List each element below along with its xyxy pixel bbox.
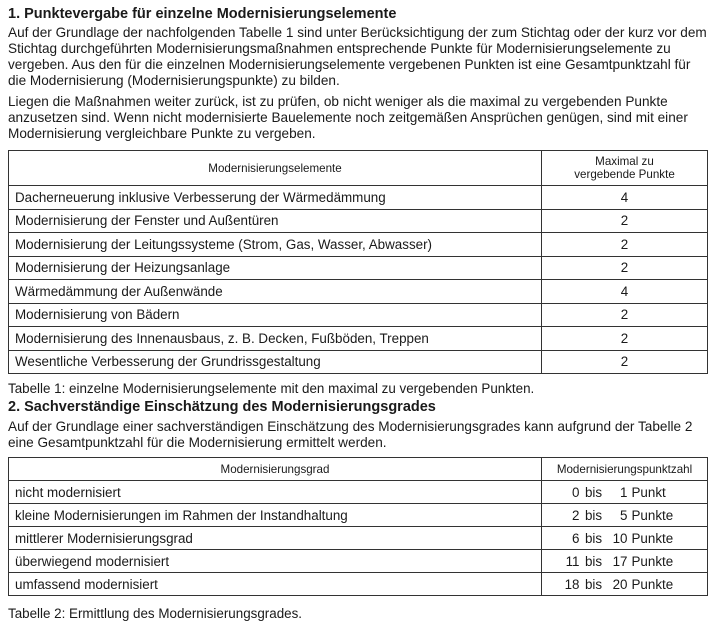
range-max: 10	[612, 530, 628, 546]
range-bis: bis	[584, 507, 603, 523]
range-bis: bis	[584, 576, 603, 592]
element-cell: Wesentliche Verbesserung der Grundrissgestaltung	[9, 350, 542, 374]
table-row	[9, 504, 708, 527]
table-row	[9, 573, 708, 596]
range-cell	[542, 573, 708, 596]
table2-caption: Tabelle 2: Ermittlung des Modernisierungsgrades.	[8, 606, 303, 621]
range-bis: bis	[584, 553, 603, 569]
table1-header-element: Modernisierungselemente	[9, 151, 542, 186]
table2-header-points: Modernisierungspunktzahl	[542, 458, 708, 481]
section2-heading: 2. Sachverständige Einschätzung des Modernisierungsgrades	[8, 399, 436, 415]
table1-caption: Tabelle 1: einzelne Modernisierungselemente mit den maximal zu vergebenden Punkten.	[8, 381, 535, 396]
table-row	[9, 233, 708, 257]
points-cell: 2	[542, 209, 708, 233]
range-max: 17	[612, 553, 628, 569]
table-row	[9, 280, 708, 304]
element-cell: Modernisierung der Heizungsanlage	[9, 256, 542, 280]
range-min: 11	[565, 553, 580, 569]
range-cell	[542, 550, 708, 573]
range-cell	[542, 481, 708, 504]
range-unit: Punkte	[631, 553, 674, 569]
points-cell: 2	[542, 350, 708, 374]
points-cell: 2	[542, 233, 708, 257]
table-row	[9, 256, 708, 280]
range-unit: Punkte	[631, 576, 674, 592]
table2-header-grade: Modernisierungsgrad	[9, 458, 542, 481]
points-cell: 4	[542, 186, 708, 210]
range-unit: Punkte	[631, 507, 674, 523]
range-min: 2	[572, 507, 580, 523]
section2-paragraph: Auf der Grundlage einer sachverständigen Einschätzung des Modernisierungsgrades kann aufgrund der Tabelle 2 eine Gesamtpunktzahl für die Modernisierung ermittelt werden.	[8, 419, 693, 450]
table1-header-points	[542, 151, 708, 186]
modernization-elements-table	[8, 150, 708, 374]
points-cell: 2	[542, 303, 708, 327]
range-max: 20	[612, 576, 628, 592]
table-row	[9, 327, 708, 351]
grade-cell: mittlerer Modernisierungsgrad	[9, 527, 542, 550]
table-row	[9, 550, 708, 573]
table1-header-points-line1: Maximal zu	[595, 155, 654, 168]
range-cell	[542, 504, 708, 527]
range-bis: bis	[584, 530, 603, 546]
element-cell: Wärmedämmung der Außenwände	[9, 280, 542, 304]
element-cell: Modernisierung der Fenster und Außentüren	[9, 209, 542, 233]
range-unit: Punkte	[631, 530, 674, 546]
range-min: 6	[572, 530, 580, 546]
modernization-grade-table	[8, 457, 708, 596]
section1-heading: 1. Punktevergabe für einzelne Modernisierungselemente	[8, 6, 397, 22]
element-cell: Modernisierung von Bädern	[9, 303, 542, 327]
range-max: 1	[620, 484, 628, 500]
table1-header-row	[9, 151, 708, 186]
range-bis: bis	[584, 484, 603, 500]
range-min: 0	[572, 484, 580, 500]
table-row	[9, 350, 708, 374]
points-cell: 2	[542, 256, 708, 280]
element-cell: Modernisierung der Leitungssysteme (Strom, Gas, Wasser, Abwasser)	[9, 233, 542, 257]
element-cell: Dacherneuerung inklusive Verbesserung der Wärmedämmung	[9, 186, 542, 210]
table1-header-points-line2: vergebende Punkte	[574, 168, 675, 181]
points-cell: 4	[542, 280, 708, 304]
element-cell: Modernisierung des Innenausbaus, z. B. Decken, Fußböden, Treppen	[9, 327, 542, 351]
table2-header-row	[9, 458, 708, 481]
range-max: 5	[620, 507, 628, 523]
table-row	[9, 186, 708, 210]
range-cell	[542, 527, 708, 550]
grade-cell: überwiegend modernisiert	[9, 550, 542, 573]
section1-paragraph1: Auf der Grundlage der nachfolgenden Tabelle 1 sind unter Berücksichtigung der zum Stichtag oder der kurz vor dem Stichtag durchgeführten Modernisierungsmaßnahmen entsprechende Punkte für Modernisierungselemente zu vergeben. Aus den für die einzelnen Modernisierungselemente vergebenen Punkten ist eine Gesamtpunktzahl für die Modernisierung (Modernisierungspunkte) zu bilden.	[8, 25, 707, 88]
range-min: 18	[564, 576, 580, 592]
grade-cell: nicht modernisiert	[9, 481, 542, 504]
table-row	[9, 303, 708, 327]
grade-cell: umfassend modernisiert	[9, 573, 542, 596]
table-row	[9, 481, 708, 504]
range-unit: Punkt	[631, 484, 666, 500]
table-row	[9, 527, 708, 550]
section1-paragraph2: Liegen die Maßnahmen weiter zurück, ist zu prüfen, ob nicht weniger als die maximal zu vergebenden Punkte anzusetzen sind. Wenn nicht modernisierte Bauelemente noch zeitgemäßen Ansprüchen genügen, sind mit einer Modernisierung vergleichbare Punkte zu vergeben.	[8, 94, 688, 141]
points-cell: 2	[542, 327, 708, 351]
grade-cell: kleine Modernisierungen im Rahmen der Instandhaltung	[9, 504, 542, 527]
table-row	[9, 209, 708, 233]
